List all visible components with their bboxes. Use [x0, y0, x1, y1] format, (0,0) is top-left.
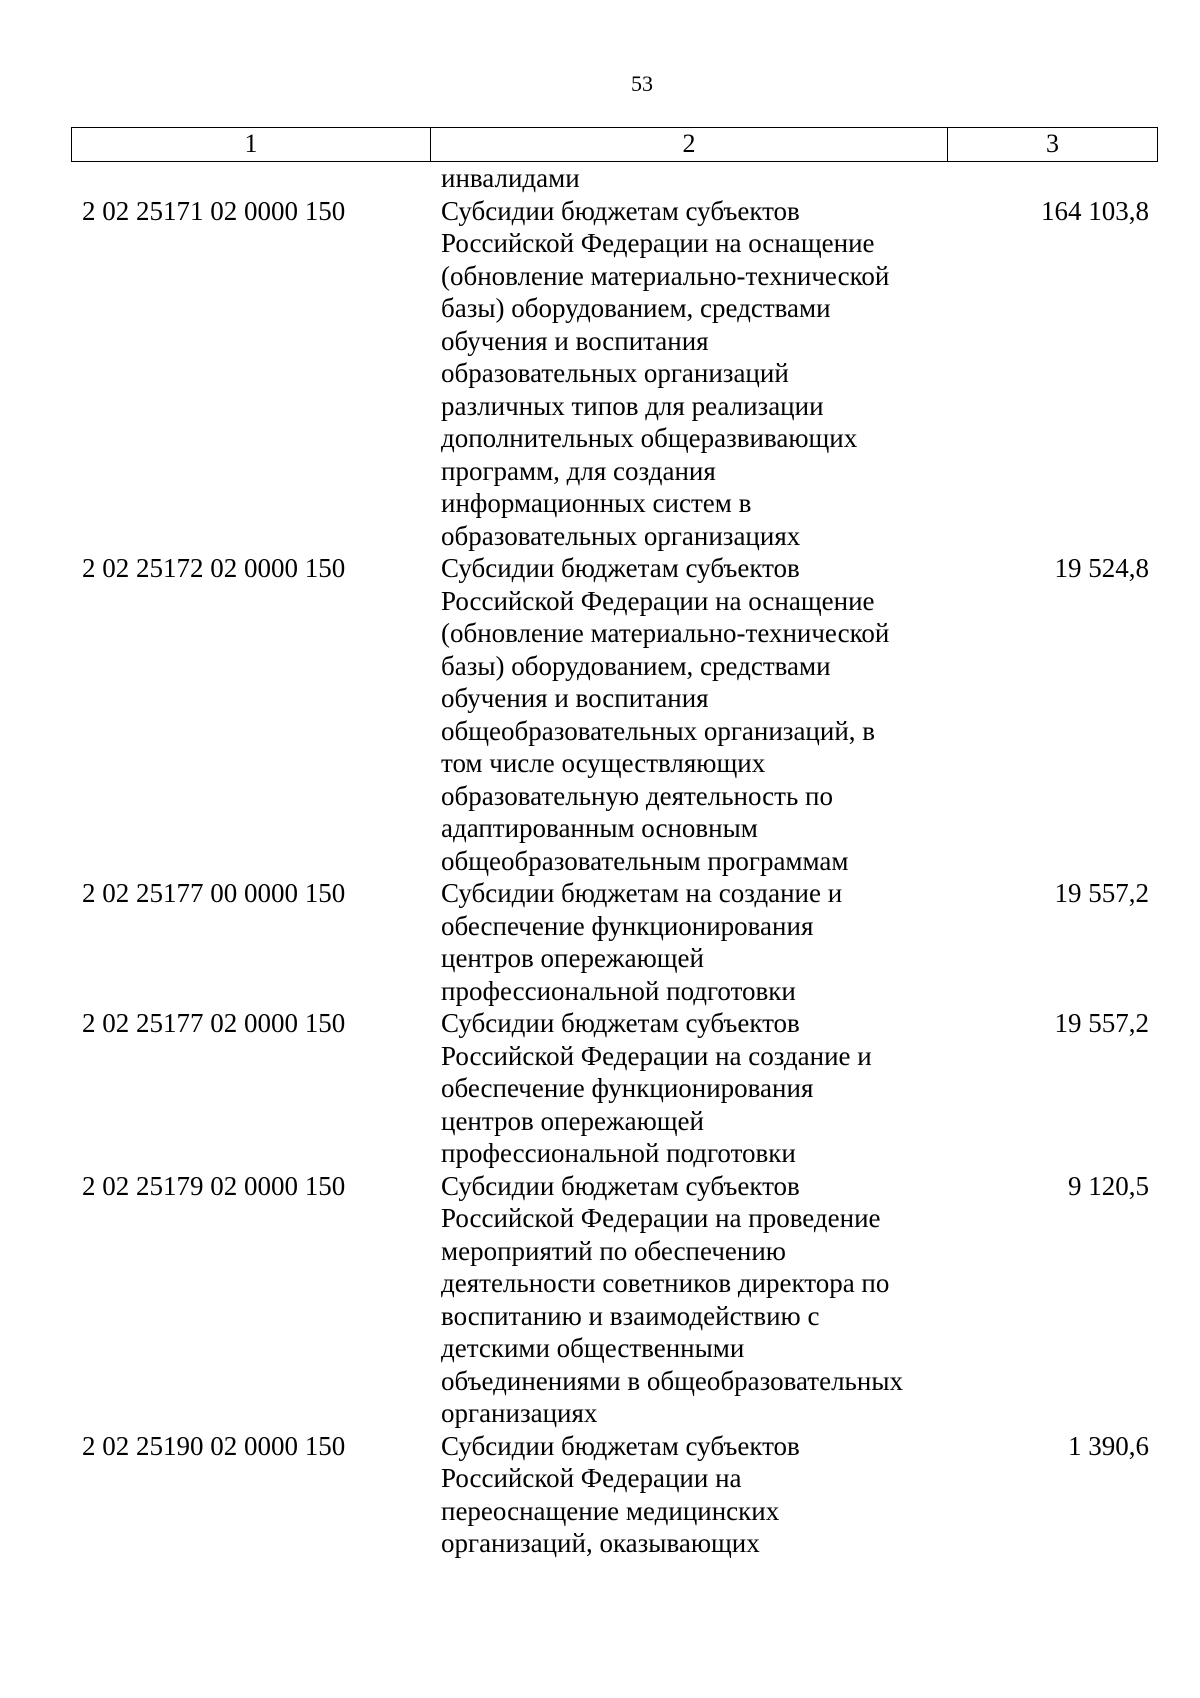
table-row — [0, 195, 1200, 553]
description-line: различных типов для реализации — [441, 390, 824, 421]
description-line: информационных систем в — [441, 488, 752, 518]
table-row — [0, 552, 1200, 877]
table-row — [0, 877, 1200, 1007]
amount: 164 103,8 — [1041, 195, 1149, 226]
header-col-3: 3 — [1046, 129, 1059, 158]
budget-code: 2 02 25190 02 0000 150 — [82, 1430, 346, 1461]
description-line: общеобразовательных организаций, в — [441, 715, 876, 746]
description-line: Субсидии бюджетам субъектов — [441, 1008, 800, 1038]
description-line: Субсидии бюджетам субъектов — [441, 553, 800, 583]
description-line: объединениями в общеобразовательных — [441, 1365, 903, 1396]
description-line: Субсидии бюджетам субъектов — [441, 1430, 800, 1461]
row-description — [441, 1430, 961, 1560]
description-line: (обновление материально-технической — [441, 260, 890, 291]
table-row — [0, 1007, 1200, 1170]
description-line: Российской Федерации на оснащение — [441, 228, 875, 258]
budget-code: 2 02 25177 02 0000 150 — [82, 1008, 346, 1038]
budget-code: 2 02 25179 02 0000 150 — [82, 1170, 346, 1201]
description-line: (обновление материально-технической — [441, 618, 890, 648]
row-description — [441, 877, 961, 1007]
header-col-2: 2 — [431, 128, 948, 161]
description-line: инвалидами — [441, 163, 580, 193]
header-col-1: 1 — [72, 128, 431, 161]
budget-code: 2 02 25171 02 0000 150 — [82, 195, 346, 226]
description-line: детскими общественными — [441, 1333, 745, 1363]
description-line: дополнительных общеразвивающих — [441, 423, 858, 453]
description-line: Российской Федерации на создание и — [441, 1040, 872, 1071]
continuation-description — [441, 162, 961, 195]
row-description — [441, 195, 961, 553]
description-line: переоснащение медицинских — [441, 1495, 780, 1526]
description-line: обучения и воспитания — [441, 683, 709, 713]
description-line: образовательных организациях — [441, 520, 801, 551]
amount: 1 390,6 — [1068, 1430, 1149, 1461]
amount: 19 557,2 — [1054, 878, 1149, 908]
description-line: организациях — [441, 1398, 598, 1428]
description-line: базы) оборудованием, средствами — [441, 650, 831, 681]
description-line: центров опережающей — [441, 943, 704, 973]
description-line: Российской Федерации на оснащение — [441, 585, 875, 616]
description-line: Субсидии бюджетам на создание и — [441, 878, 843, 908]
description-line: профессиональной подготовки — [441, 975, 796, 1006]
budget-code: 2 02 25172 02 0000 150 — [82, 553, 346, 583]
description-line: Российской Федерации на проведение — [441, 1203, 881, 1233]
row-description — [441, 1007, 961, 1170]
description-line: образовательных организаций — [441, 358, 789, 388]
table-row — [0, 1170, 1200, 1430]
description-line: обучения и воспитания — [441, 325, 709, 356]
description-line: деятельности советников директора по — [441, 1268, 890, 1298]
amount: 9 120,5 — [1068, 1170, 1149, 1201]
description-line: общеобразовательным программам — [441, 845, 849, 876]
amount: 19 557,2 — [1054, 1008, 1149, 1038]
description-line: центров опережающей — [441, 1105, 704, 1136]
description-line: базы) оборудованием, средствами — [441, 293, 831, 323]
continuation-row — [0, 162, 1200, 195]
description-line: обеспечение функционирования — [441, 1073, 814, 1103]
description-line: воспитанию и взаимодействию с — [441, 1300, 820, 1331]
description-line: Российской Федерации на — [441, 1463, 742, 1493]
table-body — [0, 162, 1200, 1560]
description-line: адаптированным основным — [441, 813, 758, 843]
amount: 19 524,8 — [1054, 553, 1149, 583]
description-line: обеспечение функционирования — [441, 910, 814, 941]
table-row — [0, 1430, 1200, 1560]
row-description — [441, 552, 961, 877]
description-line: мероприятий по обеспечению — [441, 1235, 786, 1266]
budget-code: 2 02 25177 00 0000 150 — [82, 878, 346, 908]
description-line: программ, для создания — [441, 455, 716, 486]
description-line: организаций, оказывающих — [441, 1528, 760, 1558]
row-description — [441, 1170, 961, 1430]
description-line: Субсидии бюджетам субъектов — [441, 195, 800, 226]
page-number: 53 — [631, 71, 653, 96]
description-line: профессиональной подготовки — [441, 1138, 796, 1168]
table-header — [71, 127, 1158, 162]
description-line: образовательную деятельность по — [441, 780, 833, 811]
description-line: том числе осуществляющих — [441, 748, 766, 778]
description-line: Субсидии бюджетам субъектов — [441, 1170, 800, 1201]
